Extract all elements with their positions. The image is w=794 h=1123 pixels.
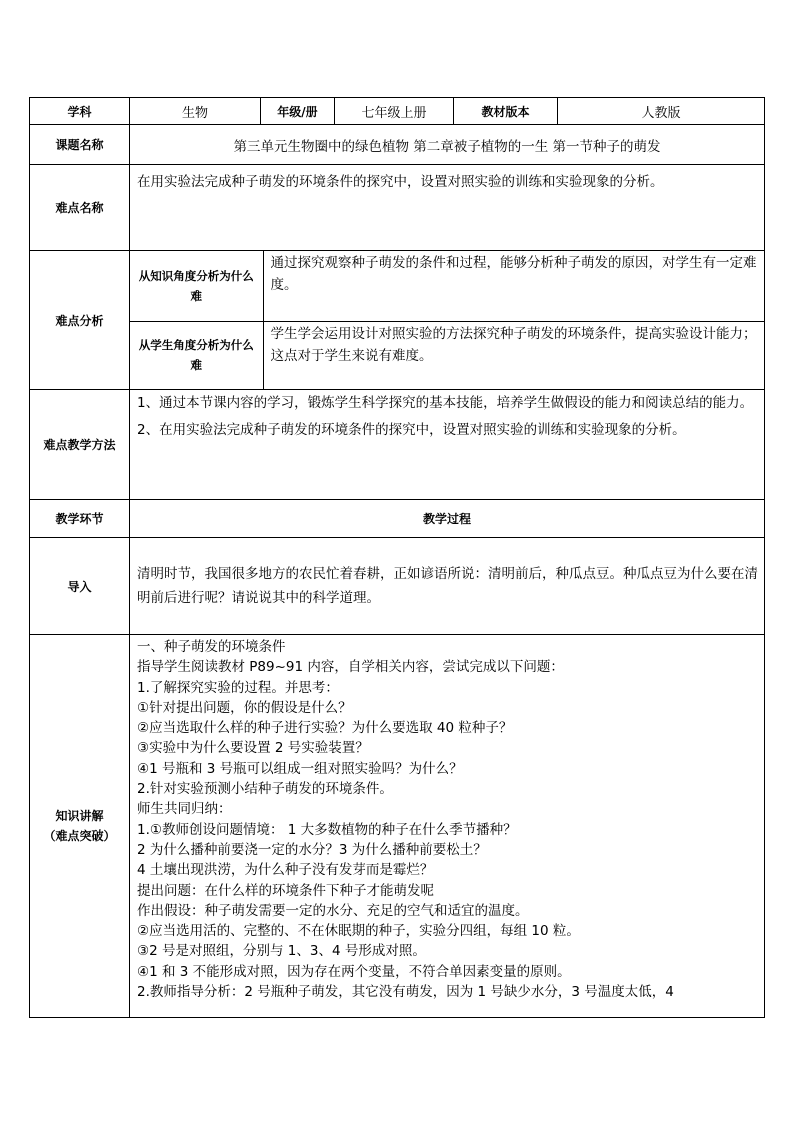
- knowledge-line: 1.①教师创设问题情境： 1 大多数植物的种子在什么季节播种？: [137, 821, 517, 838]
- knowledge-angle-label: 从知识角度分析为什么难: [130, 251, 263, 321]
- edition-value: 人教版: [558, 98, 765, 125]
- method-item-2: 2、在用实验法完成种子萌发的环境条件的探究中，设置对照实验的训练和实验现象的分析。: [137, 422, 686, 438]
- lesson-plan-table: [29, 97, 765, 1018]
- knowledge-line: 作出假设：种子萌发需要一定的水分、充足的空气和适宜的温度。: [137, 902, 529, 919]
- knowledge-line: ③2 号是对照组，分别与 1、3、4 号形成对照。: [137, 943, 426, 960]
- knowledge-line: 指导学生阅读教材 P89~91 内容，自学相关内容，尝试完成以下问题：: [137, 659, 564, 676]
- lesson-plan-sheet: [29, 97, 764, 1018]
- methods-cell: [130, 390, 765, 500]
- knowledge-line: ②应当选用活的、完整的、不在休眠期的种子，实验分四组，每组 10 粒。: [137, 923, 580, 940]
- student-angle-label: 从学生角度分析为什么难: [130, 321, 263, 389]
- knowledge-line: 4 土壤出现洪涝，为什么种子没有发芽而是霉烂？: [137, 862, 434, 879]
- intro-value: 清明时节，我国很多地方的农民忙着春耕，正如谚语所说：清明前后，种瓜点豆。种瓜点豆为什么要在清明前后进行呢？请说说其中的科学道理。: [130, 538, 765, 635]
- knowledge-label-cell: [30, 635, 130, 1018]
- knowledge-line: ④1 和 3 不能形成对照，因为存在两个变量，不符合单因素变量的原则。: [137, 963, 571, 980]
- difficulty-value: 在用实验法完成种子萌发的环境条件的探究中，设置对照实验的训练和实验现象的分析。: [130, 165, 765, 251]
- intro-row: [30, 538, 765, 635]
- knowledge-line: ①针对提出问题，你的假设是什么？: [137, 699, 352, 716]
- knowledge-row: [30, 635, 765, 1018]
- analysis-label: 难点分析: [30, 251, 130, 390]
- intro-label: 导入: [30, 538, 130, 635]
- knowledge-line: ④1 号瓶和 3 号瓶可以组成一组对照实验吗？为什么？: [137, 760, 463, 777]
- edition-label: 教材版本: [454, 98, 558, 125]
- difficulty-label: 难点名称: [30, 165, 130, 251]
- topic-value: 第三单元生物圈中的绿色植物 第二章被子植物的一生 第一节种子的萌发: [130, 125, 765, 165]
- analysis-row: [30, 251, 765, 390]
- process-header-row: [30, 500, 765, 538]
- student-angle-value: 学生学会运用设计对照实验的方法探究种子萌发的环境条件，提高实验设计能力；这点对于学生来说有难度。: [263, 321, 764, 389]
- knowledge-angle-value: 通过探究观察种子萌发的条件和过程，能够分析种子萌发的原因，对学生有一定难度。: [263, 251, 764, 321]
- subject-value: 生物: [130, 98, 261, 125]
- knowledge-line: 提出问题：在什么样的环境条件下种子才能萌发呢: [137, 882, 434, 899]
- knowledge-line: 2 为什么播种前要浇一定的水分？3 为什么播种前要松土？: [137, 841, 487, 858]
- subject-label: 学科: [30, 98, 130, 125]
- analysis-cell: [130, 251, 765, 390]
- method-item-1: 1、通过本节课内容的学习，锻炼学生科学探究的基本技能，培养学生做假设的能力和阅读总结的能力。: [137, 395, 754, 411]
- knowledge-line: 师生共同归纳：: [137, 801, 232, 818]
- methods-row: [30, 390, 765, 500]
- analysis-subtable: [130, 251, 764, 389]
- methods-label: 难点教学方法: [30, 390, 130, 500]
- knowledge-line: 1.了解探究实验的过程。并思考：: [137, 679, 339, 696]
- header-row: [30, 98, 765, 125]
- knowledge-line: ③实验中为什么要设置 2 号实验装置？: [137, 740, 369, 757]
- knowledge-label: 知识讲解: [55, 809, 104, 823]
- stage-header: 教学环节: [30, 500, 130, 538]
- knowledge-sublabel: （难点突破）: [43, 829, 116, 843]
- knowledge-line: 2.教师指导分析：2 号瓶种子萌发，其它没有萌发，因为 1 号缺少水分，3 号温度太低，4: [137, 984, 674, 1001]
- grade-label: 年级/册: [261, 98, 335, 125]
- topic-row: [30, 125, 765, 165]
- difficulty-row: [30, 165, 765, 251]
- knowledge-line: ②应当选取什么样的种子进行实验？为什么要选取 40 粒种子？: [137, 720, 513, 737]
- knowledge-line: 2.针对实验预测小结种子萌发的环境条件。: [137, 781, 393, 798]
- topic-label: 课题名称: [30, 125, 130, 165]
- grade-value: 七年级上册: [335, 98, 454, 125]
- process-header: 教学过程: [130, 500, 765, 538]
- knowledge-content: [130, 635, 765, 1018]
- knowledge-line: 一、种子萌发的环境条件: [137, 639, 286, 655]
